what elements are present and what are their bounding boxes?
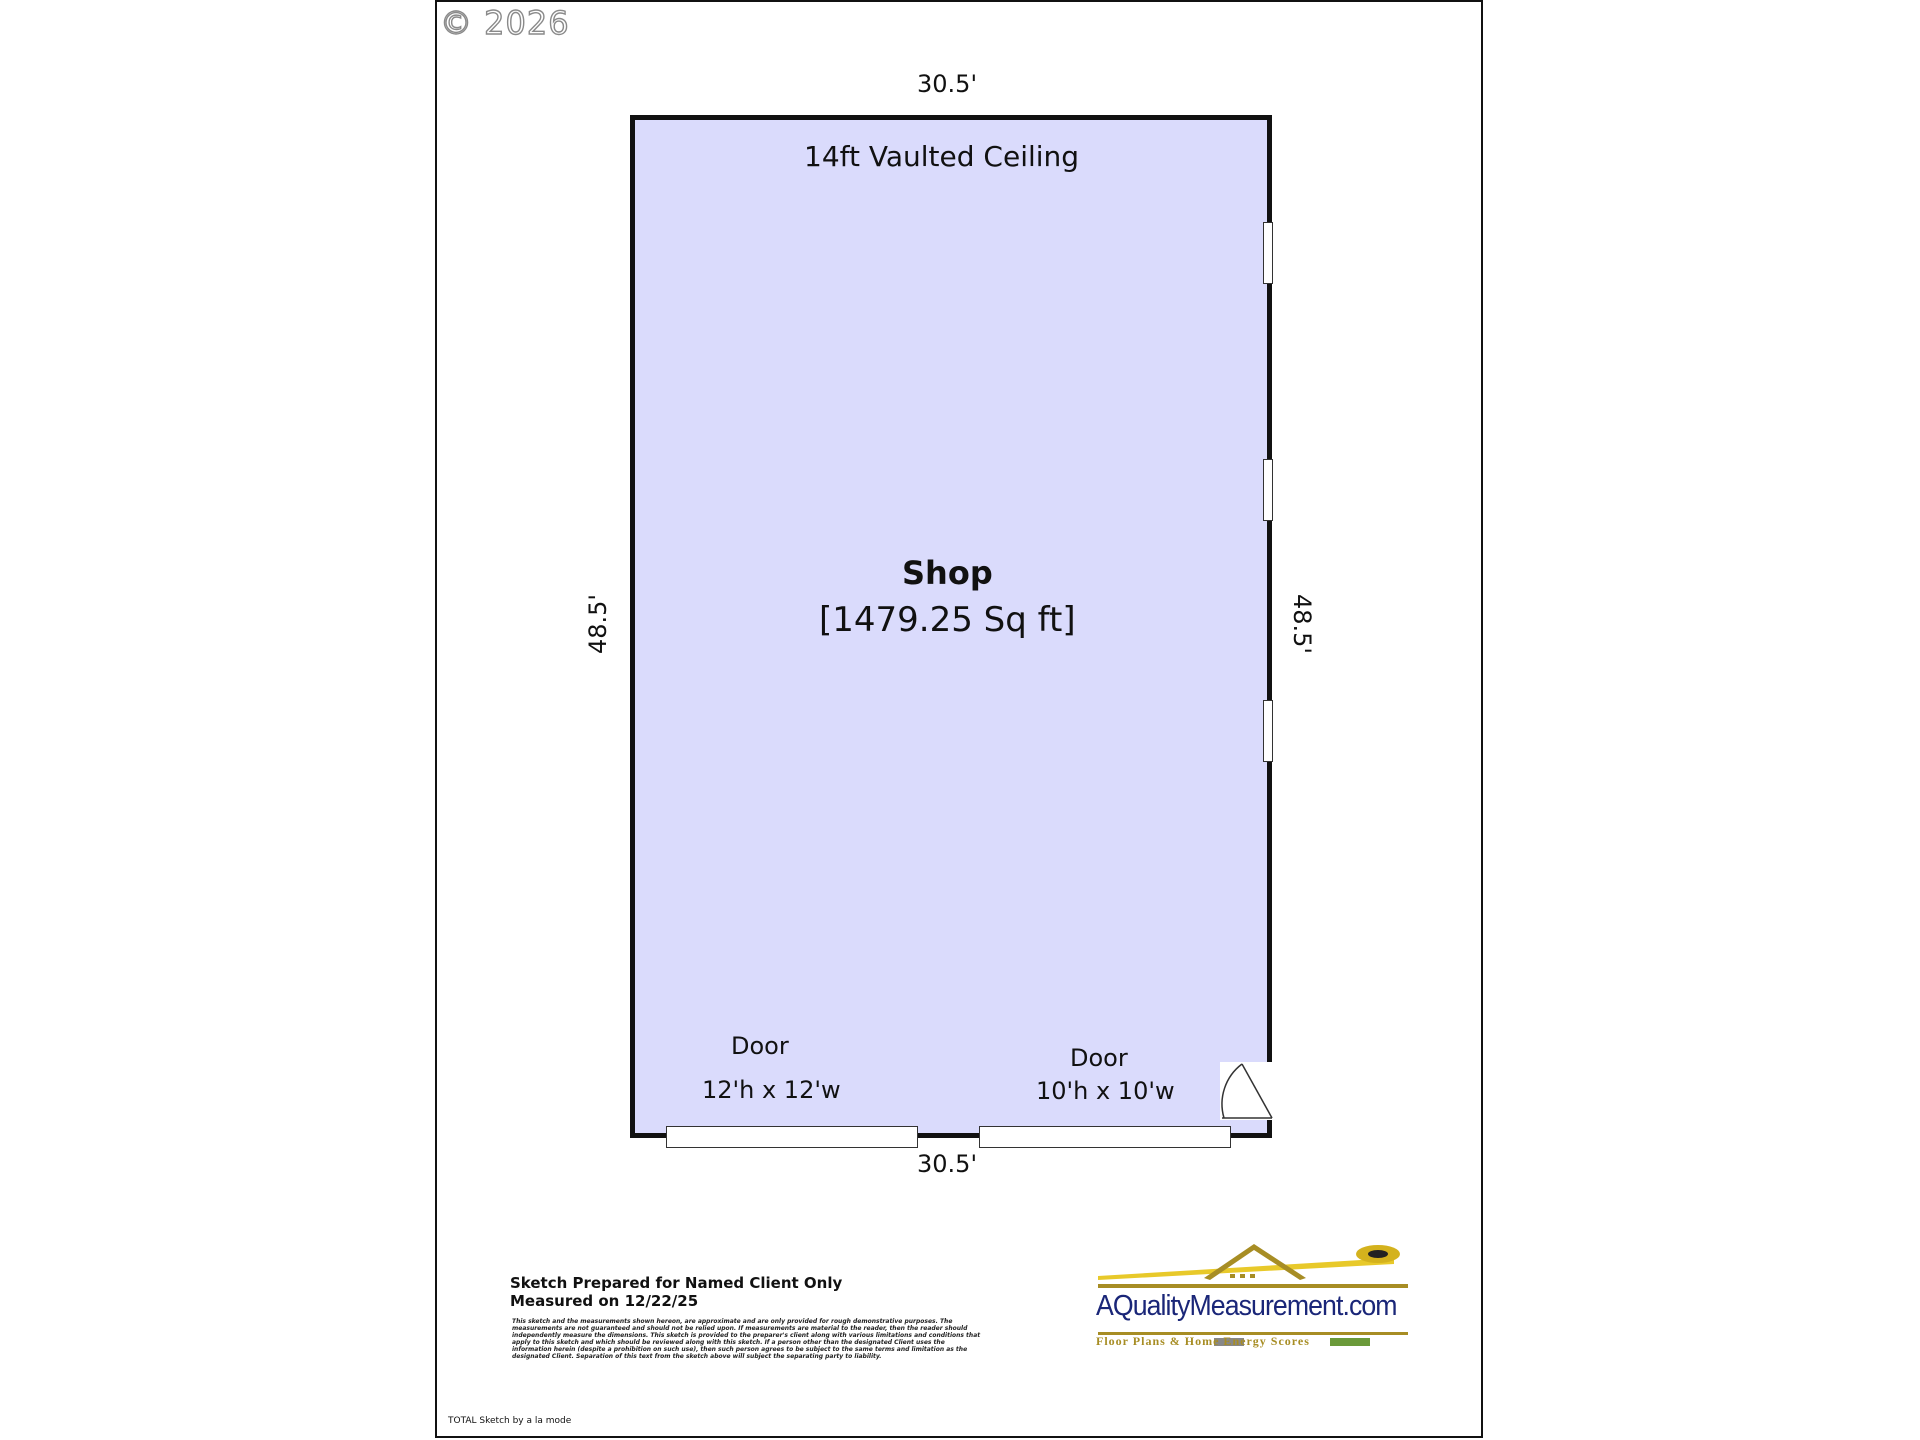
garage-door-1 <box>666 1126 918 1148</box>
dimension-top: 30.5' <box>917 70 978 98</box>
notice-line-1: Sketch Prepared for Named Client Only <box>510 1274 843 1292</box>
copyright-watermark: © 2026 <box>440 4 570 42</box>
logo-tagline: Floor Plans & Home Energy Scores <box>1096 1334 1310 1348</box>
door-1-size: 12'h x 12'w <box>702 1076 841 1104</box>
door-2-size: 10'h x 10'w <box>1036 1077 1175 1105</box>
room-area: [1479.25 Sq ft] <box>819 600 1076 640</box>
dimension-right: 48.5' <box>1288 593 1317 655</box>
ceiling-note: 14ft Vaulted Ceiling <box>804 140 1080 173</box>
door-swing-icon <box>1218 1060 1276 1122</box>
notice-line-2: Measured on 12/22/25 <box>510 1292 699 1310</box>
footer-credit: TOTAL Sketch by a la mode <box>448 1416 572 1426</box>
window-right-1 <box>1263 222 1273 284</box>
logo-name: AQualityMeasurement.com <box>1096 1290 1397 1322</box>
window-right-2 <box>1263 459 1273 521</box>
dimension-left: 48.5' <box>584 593 613 655</box>
garage-door-2 <box>979 1126 1231 1148</box>
disclaimer-text: This sketch and the measurements shown hereon, are approximate and are only provided for rough demonstrative purposes. The measurements are not guaranteed and should not be relied upon. If measurements are material to the reader, then the reader should independently measure the dimensions. This sketch is provided to the preparer's client along with various limitations and conditions that apply to this sketch and which should be reviewed along with this sketch. If a person other than the designated Client uses the information herein (despite a prohibition on such use), then such person agrees to be subject to the same terms and limitation as the designated Client. Separation of this text from the sketch above will subject the separating party to liability. <box>512 1318 981 1360</box>
room-name: Shop <box>902 554 993 592</box>
dimension-bottom: 30.5' <box>917 1150 978 1178</box>
door-2-title: Door <box>1070 1044 1128 1072</box>
window-right-3 <box>1263 700 1273 762</box>
door-1-title: Door <box>731 1032 789 1060</box>
